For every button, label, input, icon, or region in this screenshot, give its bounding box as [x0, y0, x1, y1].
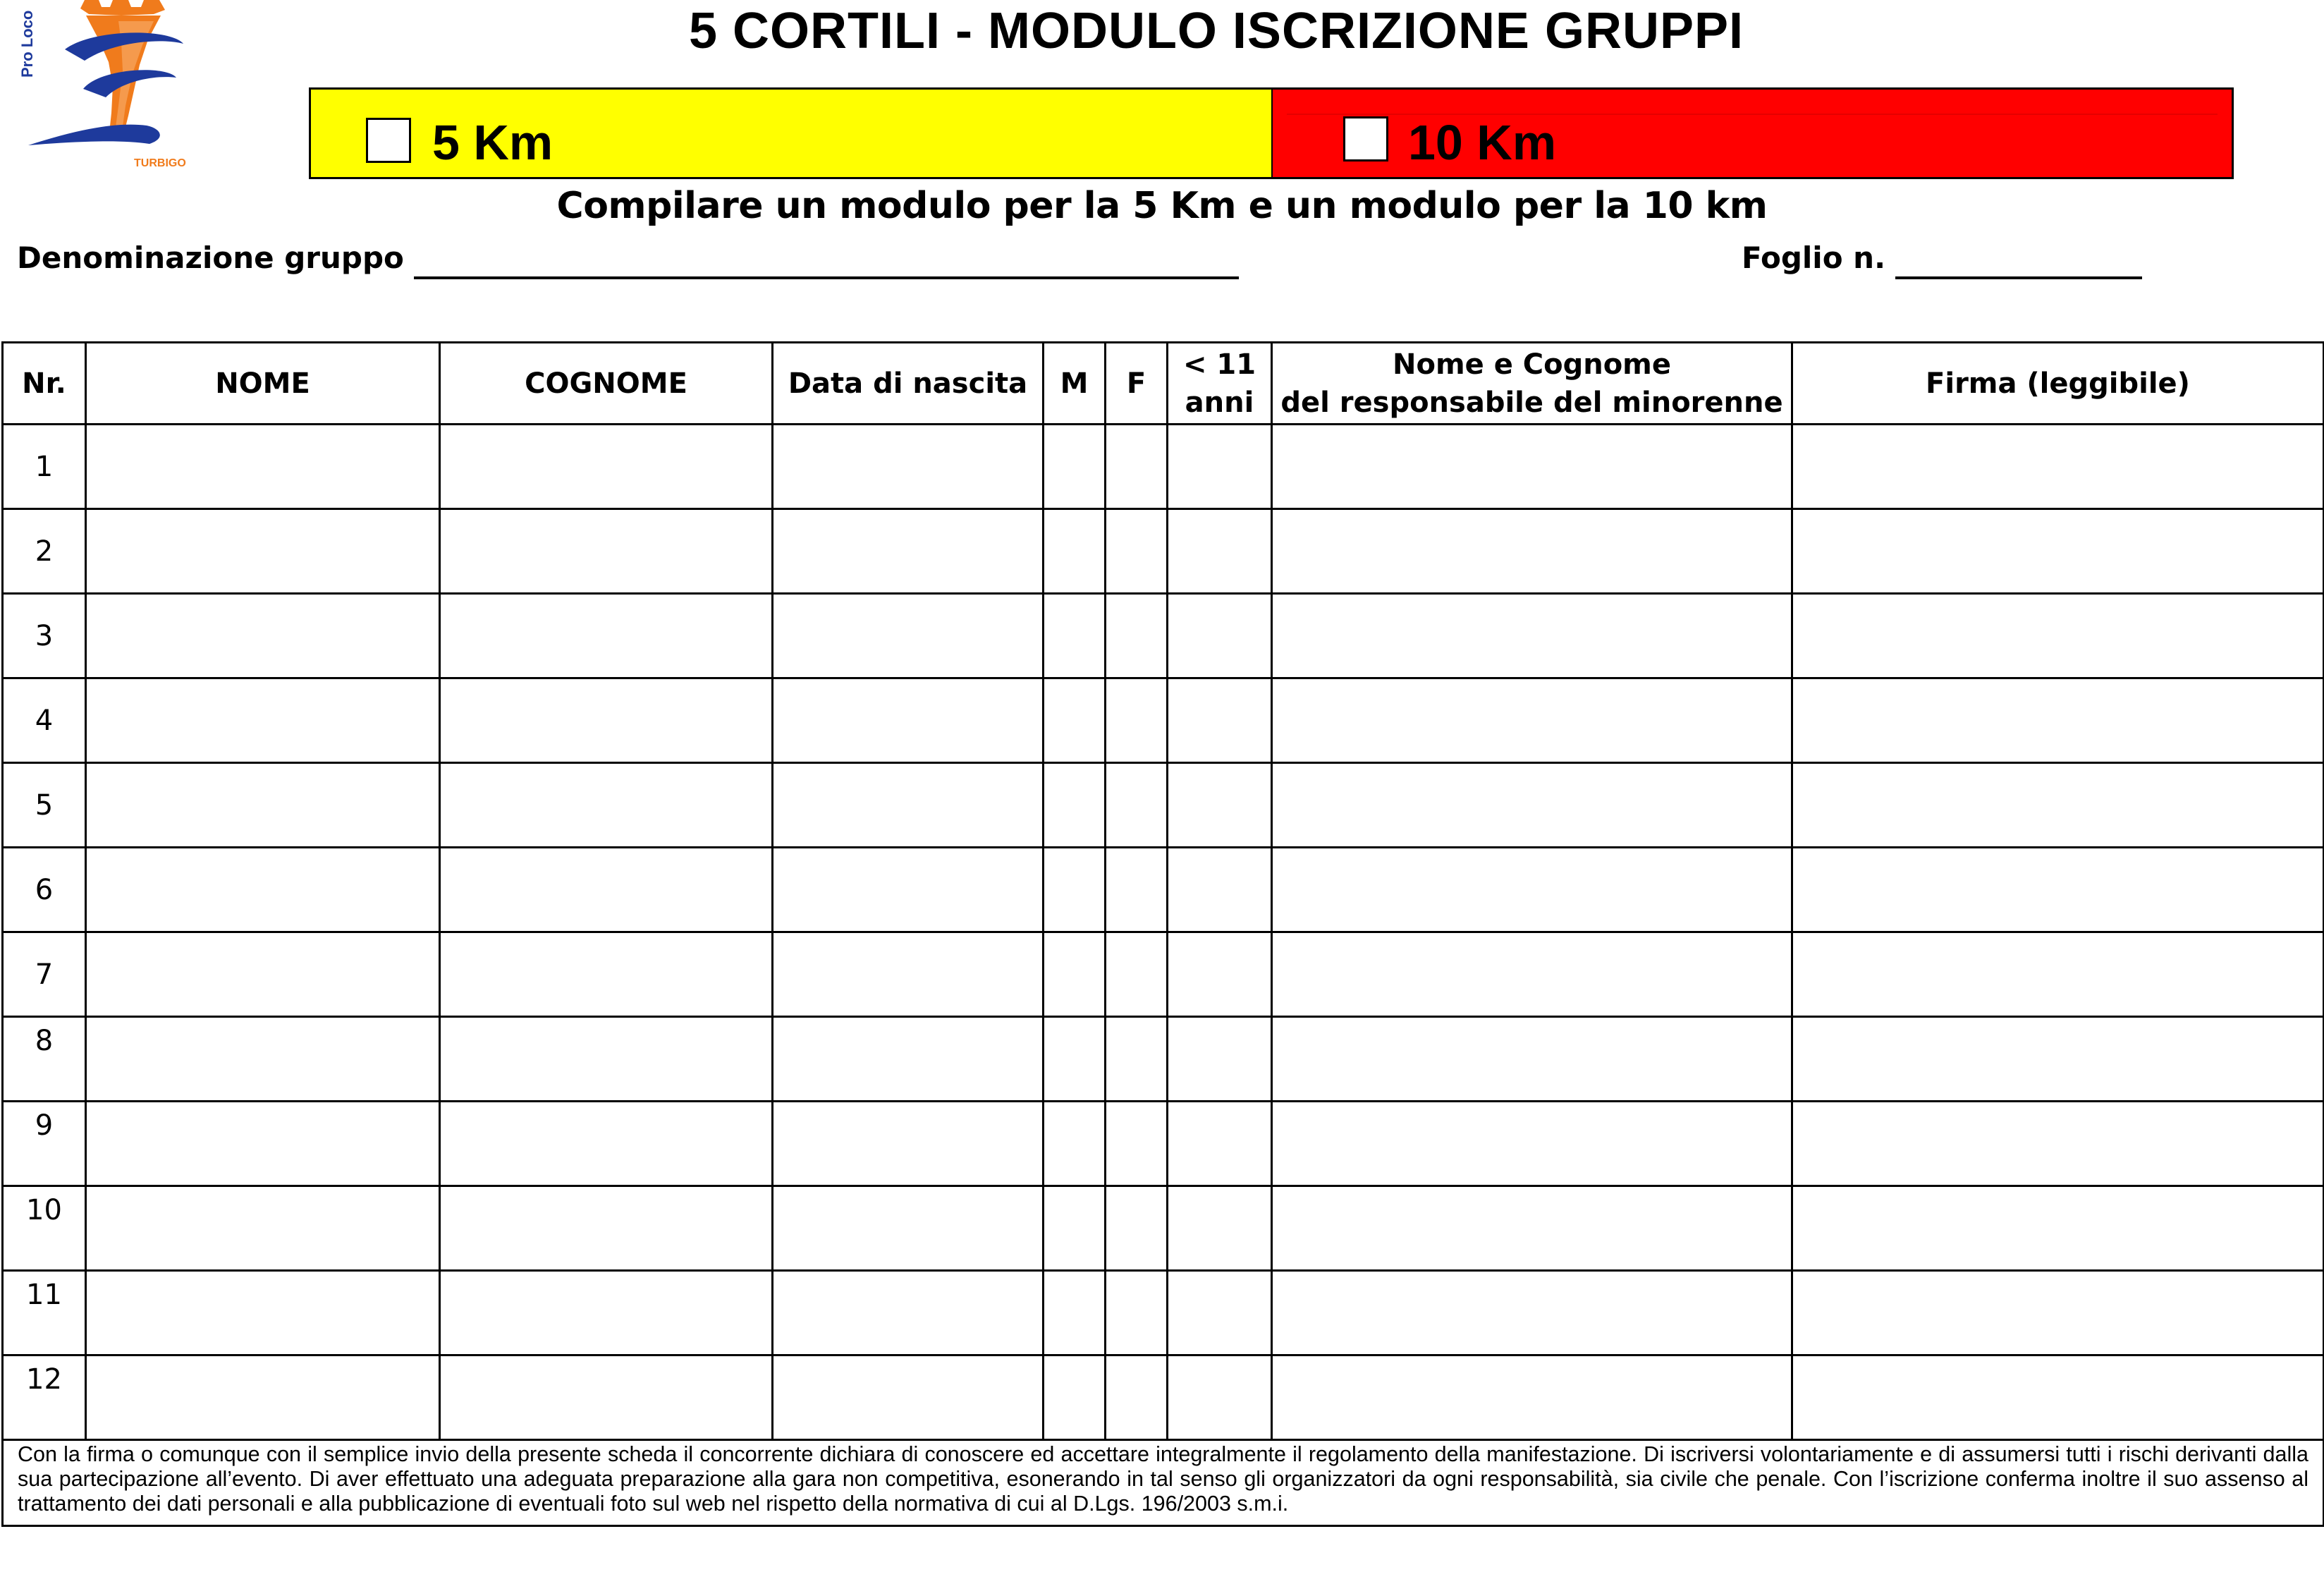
cell-m[interactable] [1044, 1355, 1106, 1440]
disclaimer-text: Con la firma o comunque con il semplice invio della presente scheda il concorrente dichiara di conoscere ed accettare integralmente il regolamento della manifestazione. Di iscriversi volontariamente e di assumersi tutti i rischi derivanti dalla sua partecipazione all’evento. Di aver effettuato una adeguata preparazione alla gara non competitiva, esonerando in tal senso gli organizzatori da ogni responsabilità, sia civile che penale. Con l’iscrizione conferma inoltre il suo assenso al trattamento dei dati personali e alla pubblicazione di eventuali foto sul web nel rispetto della normativa di cui al D.Lgs. 196/2003 s.m.i. [3, 1440, 2324, 1526]
cell-m[interactable] [1044, 848, 1106, 932]
cell-f[interactable] [1106, 1102, 1168, 1186]
sheet-number-field [1742, 237, 2142, 279]
cell-under-11[interactable] [1168, 425, 1272, 509]
cell-responsabile[interactable] [1272, 1271, 1792, 1355]
cell-firma[interactable] [1792, 425, 2324, 509]
col-header-under-11-line1: < 11 [1182, 348, 1256, 381]
cell-under-11[interactable] [1168, 594, 1272, 678]
cell-cognome[interactable] [440, 594, 773, 678]
cell-firma[interactable] [1792, 1102, 2324, 1186]
distance-option-5km [311, 90, 1273, 177]
cell-f[interactable] [1106, 594, 1168, 678]
cell-nome[interactable] [86, 509, 440, 594]
table-row [3, 763, 2324, 848]
col-header-responsabile-line2: del responsabile del minorenne [1280, 386, 1783, 419]
row-number: 7 [3, 932, 86, 1017]
cell-firma[interactable] [1792, 932, 2324, 1017]
cell-cognome[interactable] [440, 1102, 773, 1186]
group-name-blank[interactable] [414, 241, 1239, 279]
cell-responsabile[interactable] [1272, 509, 1792, 594]
cell-under-11[interactable] [1168, 1102, 1272, 1186]
cell-m[interactable] [1044, 1271, 1106, 1355]
row-number: 9 [3, 1102, 86, 1186]
table-row [3, 932, 2324, 1017]
cell-cognome[interactable] [440, 425, 773, 509]
cell-m[interactable] [1044, 425, 1106, 509]
logo-vertical-text: Pro Loco [18, 10, 36, 78]
sheet-number-label: Foglio n. [1742, 240, 1886, 275]
table-row [3, 1355, 2324, 1440]
cell-cognome[interactable] [440, 509, 773, 594]
cell-nome[interactable] [86, 594, 440, 678]
cell-f[interactable] [1106, 1271, 1168, 1355]
sheet-number-blank[interactable] [1895, 241, 2142, 279]
cell-m[interactable] [1044, 932, 1106, 1017]
cell-m[interactable] [1044, 509, 1106, 594]
cell-m[interactable] [1044, 1017, 1106, 1102]
cell-data-nascita[interactable] [773, 425, 1044, 509]
cell-responsabile[interactable] [1272, 594, 1792, 678]
cell-f[interactable] [1106, 932, 1168, 1017]
cell-f[interactable] [1106, 763, 1168, 848]
cell-under-11[interactable] [1168, 1017, 1272, 1102]
col-header-under-11-line2: anni [1185, 386, 1254, 419]
cell-under-11[interactable] [1168, 1271, 1272, 1355]
table-row [3, 848, 2324, 932]
cell-firma[interactable] [1792, 509, 2324, 594]
tower-top [80, 0, 165, 16]
cell-cognome[interactable] [440, 763, 773, 848]
cell-f[interactable] [1106, 1355, 1168, 1440]
instruction-text: Compilare un modulo per la 5 Km e un modulo per la 10 km [556, 185, 1768, 227]
cell-firma[interactable] [1792, 1271, 2324, 1355]
cell-firma[interactable] [1792, 678, 2324, 763]
cell-nome[interactable] [86, 932, 440, 1017]
table-row [3, 509, 2324, 594]
cell-cognome[interactable] [440, 1186, 773, 1271]
cell-responsabile[interactable] [1272, 848, 1792, 932]
cell-responsabile[interactable] [1272, 1355, 1792, 1440]
col-header-f: F [1106, 343, 1168, 425]
cell-responsabile[interactable] [1272, 1186, 1792, 1271]
cell-f[interactable] [1106, 1186, 1168, 1271]
table-row [3, 678, 2324, 763]
cell-data-nascita[interactable] [773, 1102, 1044, 1186]
col-header-data-nascita: Data di nascita [773, 343, 1044, 425]
row-number: 5 [3, 763, 86, 848]
cell-nome[interactable] [86, 1355, 440, 1440]
col-header-cognome: COGNOME [440, 343, 773, 425]
distance-label-5km: 5 Km [432, 115, 554, 170]
table-row [3, 1017, 2324, 1102]
row-number: 10 [3, 1186, 86, 1271]
col-header-responsabile-line1: Nome e Cognome [1393, 348, 1671, 381]
cell-under-11[interactable] [1168, 848, 1272, 932]
cell-nome[interactable] [86, 678, 440, 763]
table-row [3, 594, 2324, 678]
cell-data-nascita[interactable] [773, 1271, 1044, 1355]
cell-nome[interactable] [86, 1017, 440, 1102]
cell-under-11[interactable] [1168, 763, 1272, 848]
col-header-under-11 [1168, 343, 1272, 425]
cell-cognome[interactable] [440, 1017, 773, 1102]
cell-f[interactable] [1106, 848, 1168, 932]
row-number: 6 [3, 848, 86, 932]
row-number: 11 [3, 1271, 86, 1355]
cell-data-nascita[interactable] [773, 763, 1044, 848]
cell-m[interactable] [1044, 763, 1106, 848]
table-header-row [3, 343, 2324, 425]
cell-responsabile[interactable] [1272, 678, 1792, 763]
cell-nome[interactable] [86, 425, 440, 509]
cell-firma[interactable] [1792, 763, 2324, 848]
col-header-responsabile [1272, 343, 1792, 425]
cell-m[interactable] [1044, 1102, 1106, 1186]
cell-nome[interactable] [86, 1102, 440, 1186]
table-row [3, 1102, 2324, 1186]
cell-firma[interactable] [1792, 594, 2324, 678]
row-number: 1 [3, 425, 86, 509]
cell-responsabile[interactable] [1272, 1102, 1792, 1186]
disclaimer-row [3, 1440, 2324, 1526]
cell-f[interactable] [1106, 678, 1168, 763]
cell-cognome[interactable] [440, 1355, 773, 1440]
cell-data-nascita[interactable] [773, 1186, 1044, 1271]
table-row [3, 1186, 2324, 1271]
group-name-label: Denominazione gruppo [17, 240, 404, 275]
col-header-firma: Firma (leggibile) [1792, 343, 2324, 425]
pro-loco-logo [16, 0, 206, 175]
cell-nome[interactable] [86, 848, 440, 932]
cell-cognome[interactable] [440, 1271, 773, 1355]
cell-nome[interactable] [86, 1271, 440, 1355]
cell-m[interactable] [1044, 678, 1106, 763]
row-number: 3 [3, 594, 86, 678]
cell-firma[interactable] [1792, 1355, 2324, 1440]
page-title: 5 CORTILI - MODULO ISCRIZIONE GRUPPI [688, 3, 1744, 59]
distance-label-10km: 10 Km [1408, 115, 1557, 170]
cell-nome[interactable] [86, 763, 440, 848]
cell-f[interactable] [1106, 425, 1168, 509]
cell-under-11[interactable] [1168, 678, 1272, 763]
blue-swoosh-base [28, 125, 160, 145]
cell-cognome[interactable] [440, 678, 773, 763]
col-header-nr: Nr. [3, 343, 86, 425]
cell-data-nascita[interactable] [773, 1355, 1044, 1440]
cell-m[interactable] [1044, 1186, 1106, 1271]
cell-data-nascita[interactable] [773, 848, 1044, 932]
cell-under-11[interactable] [1168, 1355, 1272, 1440]
cell-under-11[interactable] [1168, 1186, 1272, 1271]
cell-cognome[interactable] [440, 932, 773, 1017]
cell-data-nascita[interactable] [773, 932, 1044, 1017]
cell-responsabile[interactable] [1272, 763, 1792, 848]
distance-option-10km [1273, 90, 2232, 177]
cell-under-11[interactable] [1168, 932, 1272, 1017]
cell-m[interactable] [1044, 594, 1106, 678]
row-number: 8 [3, 1017, 86, 1102]
cell-data-nascita[interactable] [773, 509, 1044, 594]
cell-nome[interactable] [86, 1186, 440, 1271]
logo-town-text: TURBIGO [134, 157, 186, 169]
table-row [3, 1271, 2324, 1355]
cell-responsabile[interactable] [1272, 425, 1792, 509]
cell-responsabile[interactable] [1272, 1017, 1792, 1102]
distance-selection [309, 87, 2234, 179]
registration-table [1, 341, 2324, 1527]
checkbox-5km[interactable] [366, 118, 411, 163]
row-number: 4 [3, 678, 86, 763]
cell-responsabile[interactable] [1272, 932, 1792, 1017]
cell-firma[interactable] [1792, 1186, 2324, 1271]
group-name-field [17, 237, 1239, 279]
cell-under-11[interactable] [1168, 509, 1272, 594]
col-header-nome: NOME [86, 343, 440, 425]
row-number: 12 [3, 1355, 86, 1440]
cell-data-nascita[interactable] [773, 1017, 1044, 1102]
row-number: 2 [3, 509, 86, 594]
cell-cognome[interactable] [440, 848, 773, 932]
table-row [3, 425, 2324, 509]
cell-firma[interactable] [1792, 1017, 2324, 1102]
cell-f[interactable] [1106, 509, 1168, 594]
cell-firma[interactable] [1792, 848, 2324, 932]
pro-loco-emblem [16, 0, 206, 175]
cell-data-nascita[interactable] [773, 594, 1044, 678]
checkbox-10km[interactable] [1343, 116, 1388, 162]
cell-data-nascita[interactable] [773, 678, 1044, 763]
cell-f[interactable] [1106, 1017, 1168, 1102]
col-header-m: M [1044, 343, 1106, 425]
